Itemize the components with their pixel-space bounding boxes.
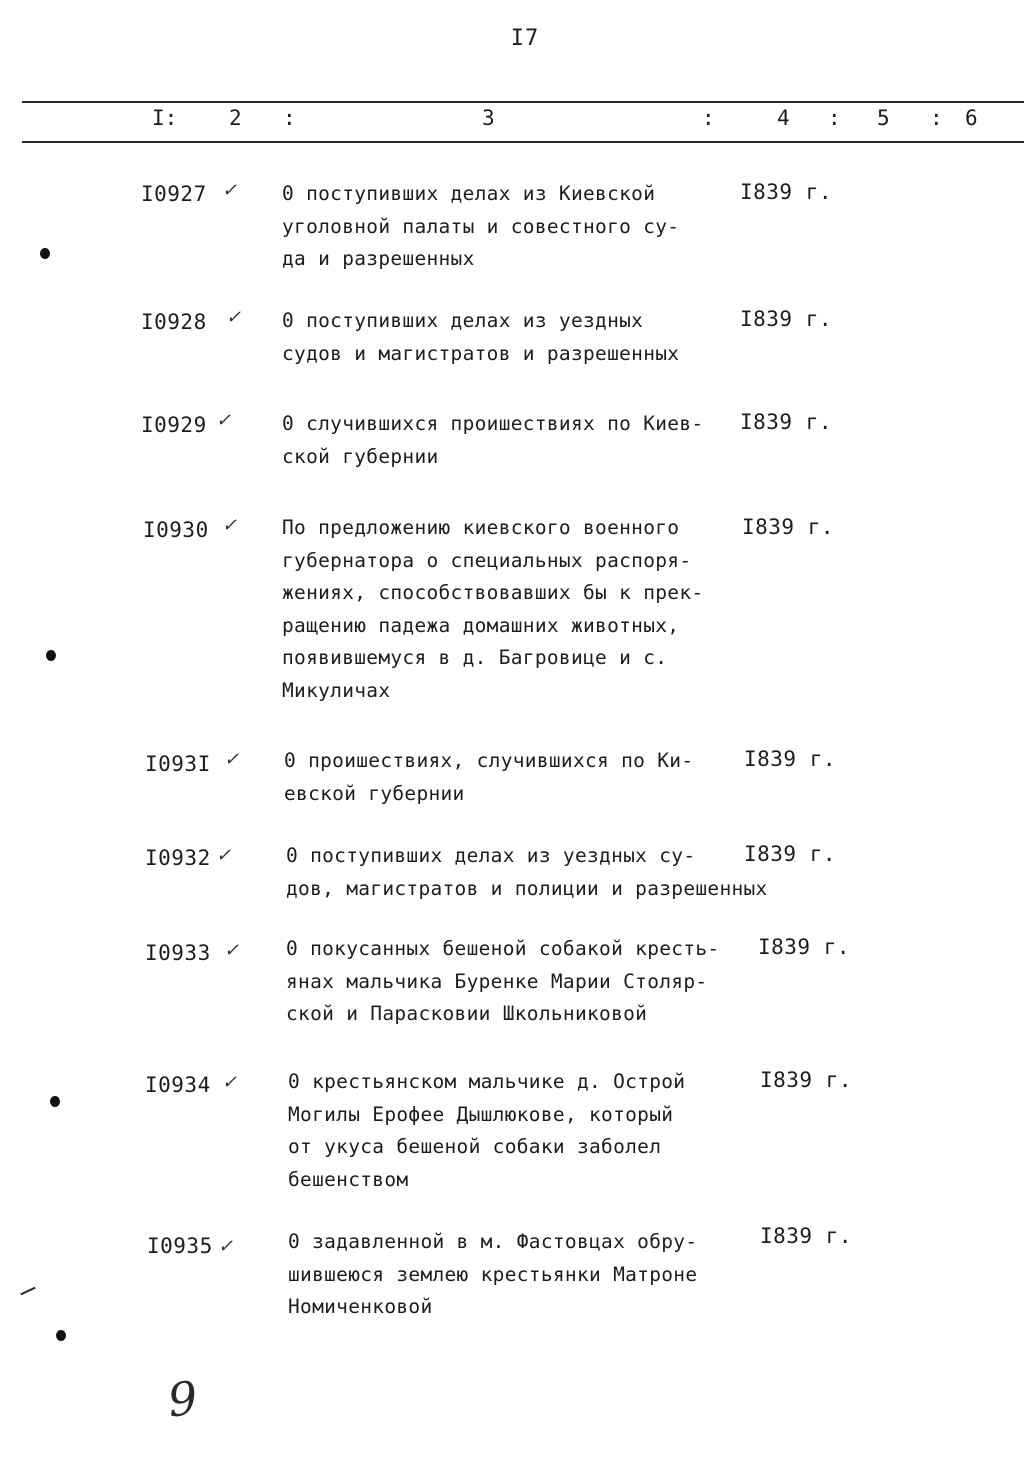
entry-number: I0933: [145, 941, 211, 965]
check-mark-icon: ✓: [222, 1072, 238, 1093]
entry-number: I0934: [145, 1073, 211, 1097]
column-separator: :: [828, 106, 841, 130]
entry-description: По предложению киевского военного губернатора о специальных распоря- жениях, способствовавших бы к прек- ращению падежа домашних животных, появившемуся в д. Багровице и с. Микуличах: [282, 516, 704, 702]
binding-hole: [46, 650, 56, 661]
entry-year: I839 г.: [744, 842, 837, 866]
column-header-6: 6: [965, 106, 978, 130]
column-header-5: 5: [877, 106, 890, 130]
check-mark-icon: ✓: [222, 180, 238, 201]
column-separator: :: [702, 106, 715, 130]
check-mark-icon: ✓: [216, 410, 232, 431]
entry-number: I093I: [145, 752, 211, 776]
entry-description: 0 поступивших делах из уездных су- дов, магистратов и полиции и разрешенных: [286, 844, 768, 900]
handwritten-sheet-number: 9: [165, 1370, 201, 1428]
column-separator: :: [283, 106, 296, 130]
entry-year: I839 г.: [740, 307, 833, 331]
entry-description: 0 задавленной в м. Фастовцах обру- шившеюся землею крестьянки Матроне Номиченковой: [288, 1230, 698, 1318]
entry-description: 0 проишествиях, случившихся по Ки- евской губернии: [284, 749, 694, 805]
entry-description: 0 крестьянском мальчике д. Острой Могилы Ерофее Дышлюкове, который от укуса бешеной собаки заболел бешенством: [288, 1070, 686, 1191]
entry-year: I839 г.: [740, 180, 833, 204]
entry-number: I0928: [141, 310, 207, 334]
entry-number: I0927: [141, 182, 207, 206]
entry-year: I839 г.: [760, 1224, 853, 1248]
entry-description: 0 поступивших делах из уездных судов и магистратов и разрешенных: [282, 309, 680, 365]
header-rule-top: [22, 101, 1024, 103]
page-number: I7: [510, 26, 540, 51]
column-separator: :: [930, 106, 943, 130]
entry-number: I0930: [143, 518, 209, 542]
column-header-3: 3: [482, 106, 495, 130]
column-header-1: I:: [152, 106, 178, 130]
entry-year: I839 г.: [744, 747, 837, 771]
entry-description: 0 случившихся проишествиях по Киев- ской губернии: [282, 412, 704, 468]
column-header-4: 4: [777, 106, 790, 130]
entry-number: I0935: [147, 1234, 213, 1258]
entry-description: 0 поступивших делах из Киевской уголовной палаты и совестного су- да и разрешенных: [282, 182, 680, 270]
check-mark-icon: ✓: [224, 749, 240, 770]
binding-hole: [40, 248, 50, 259]
header-rule-bottom: [22, 141, 1024, 143]
stray-mark: [20, 1287, 35, 1296]
check-mark-icon: ✓: [226, 307, 242, 328]
entry-number: I0932: [145, 846, 211, 870]
binding-hole: [56, 1330, 66, 1341]
entry-description: 0 покусанных бешеной собакой кресть- янах мальчика Буренке Марии Столяр- ской и Парасковии Школьниковой: [286, 937, 720, 1025]
binding-hole: [50, 1096, 60, 1107]
check-mark-icon: ✓: [216, 845, 232, 866]
check-mark-icon: ✓: [218, 1236, 234, 1257]
entry-year: I839 г.: [742, 515, 835, 539]
entry-number: I0929: [141, 413, 207, 437]
entry-year: I839 г.: [760, 1068, 853, 1092]
entry-year: I839 г.: [758, 935, 851, 959]
check-mark-icon: ✓: [224, 940, 240, 961]
column-header-2: 2: [229, 106, 242, 130]
check-mark-icon: ✓: [222, 515, 238, 536]
entry-year: I839 г.: [740, 410, 833, 434]
